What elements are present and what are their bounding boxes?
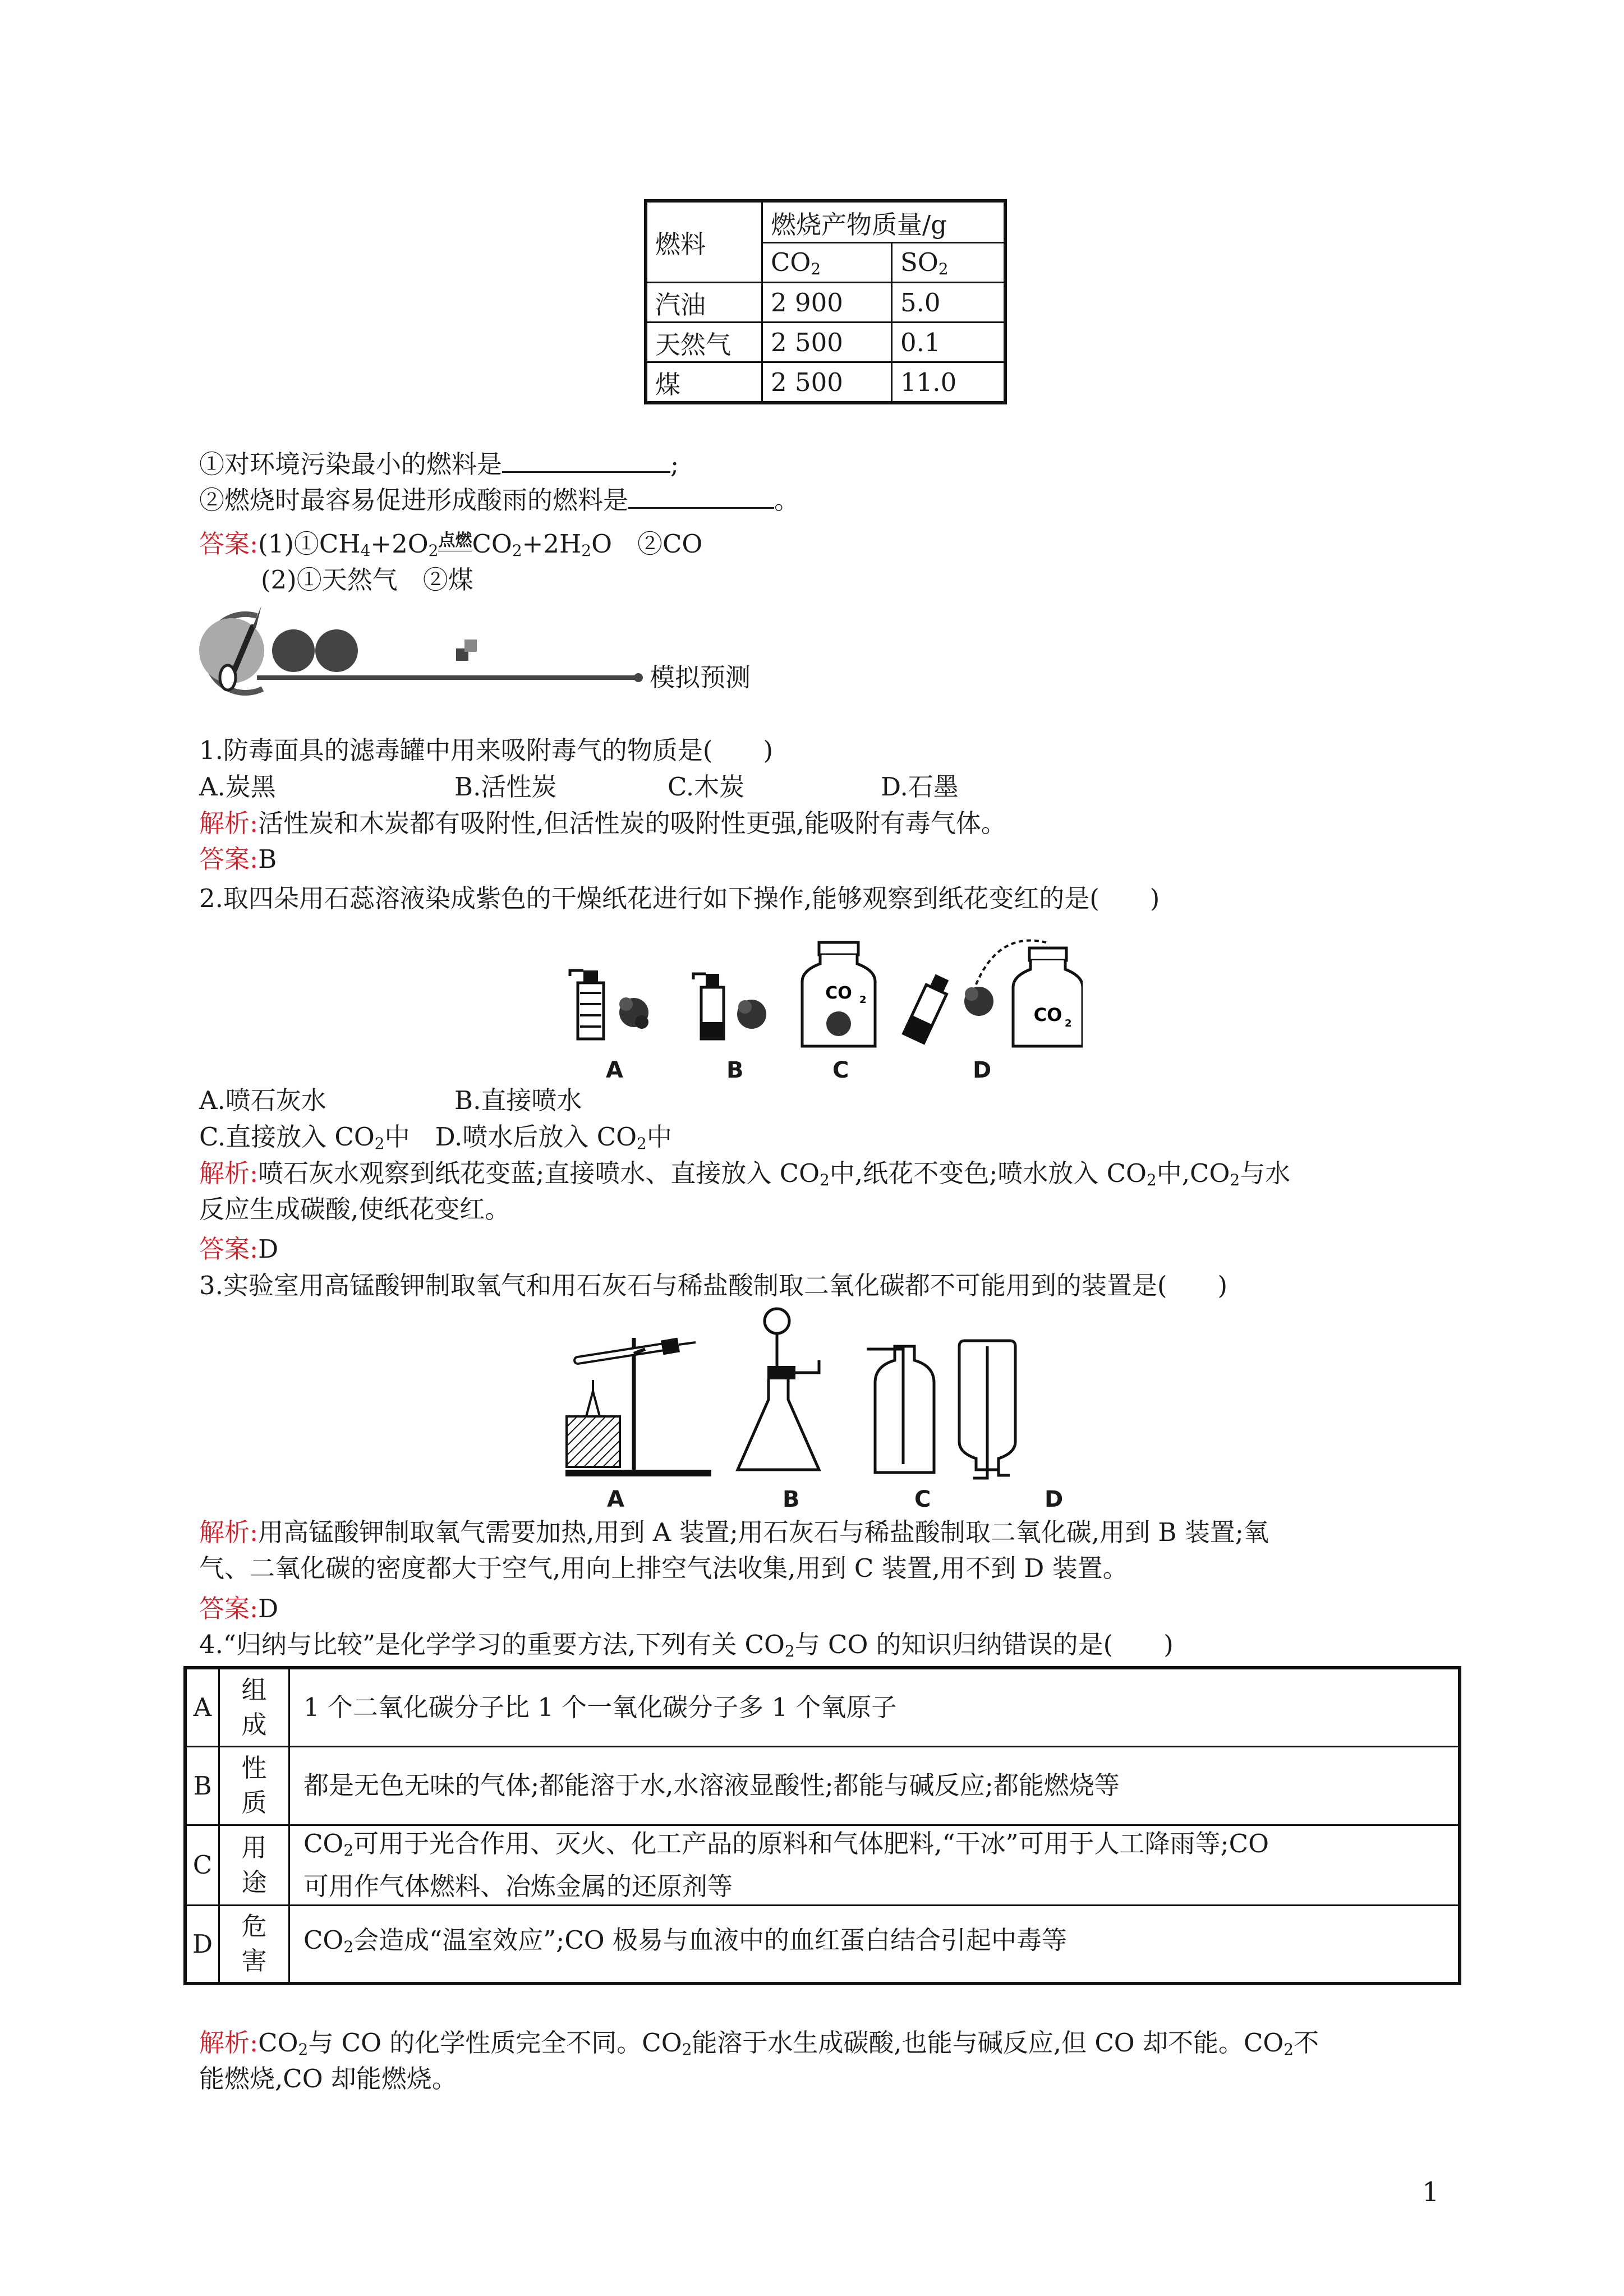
table-row: 汽油 2 900 5.0 xyxy=(646,283,1005,323)
q4-analysis-line2: 能燃烧,CO 却能燃烧。 xyxy=(199,2064,457,2093)
q2-options-row2: C.直接放入 $CO_2$中 D.喷水后放入 $CO_2$中 xyxy=(199,1122,672,1153)
q2-label-d: D xyxy=(973,1057,992,1083)
reaction-condition: 点燃 xyxy=(438,531,472,550)
section-header-graphic xyxy=(190,593,650,700)
table-row: 天然气 2 500 0.1 xyxy=(646,323,1005,362)
q3-label-d: D xyxy=(1045,1487,1064,1512)
q3-analysis-line2: 气、二氧化碳的密度都大于空气,用向上排空气法收集,用到 C 装置,用不到 D 装置。 xyxy=(199,1553,1128,1583)
inverted-bottle-icon xyxy=(959,1341,1015,1478)
decor-circle-2 xyxy=(315,629,358,672)
q1-analysis: 解析:活性炭和木炭都有吸附性,但活性炭的吸附性更强,能吸附有毒气体。 xyxy=(199,808,1006,838)
gas-bottle-icon xyxy=(867,1346,934,1473)
q1-answer: 答案:B xyxy=(199,844,277,874)
q3-label-c: C xyxy=(914,1487,931,1512)
q4-table xyxy=(183,1666,1461,1985)
section-title: 模拟预测 xyxy=(650,662,751,692)
q3-label-b: B xyxy=(783,1487,800,1512)
q2-label-b: B xyxy=(726,1057,744,1083)
conical-flask-icon xyxy=(738,1309,819,1470)
page-number: 1 xyxy=(1422,2177,1439,2208)
table-row: 煤 2 500 11.0 xyxy=(646,362,1005,403)
q2-analysis-line2: 反应生成碳酸,使纸花变红。 xyxy=(199,1194,510,1224)
svg-text:2: 2 xyxy=(1065,1018,1072,1029)
q4-analysis: 解析$:CO_2$与 CO 的化学性质完全不同。$CO_2$能溶于水生成碳酸,也能与碱反应,但 CO 却不能。$CO_2$不 xyxy=(199,2028,1319,2059)
q3-answer: 答案:D xyxy=(199,1594,279,1623)
prev-question-1: ①对环境污染最小的燃料是 ; xyxy=(199,447,679,482)
q2-figure xyxy=(567,920,1083,1105)
q4-stem: 4.“归纳与比较”是化学学习的重要方法,下列有关 $CO_2$与 CO 的知识归纳错误的是( ) xyxy=(199,1630,1174,1660)
gas-bottle-icon xyxy=(1013,948,1083,1046)
q3-figure xyxy=(555,1304,1094,1489)
q2-label-c: C xyxy=(832,1057,849,1083)
table-row: B 性 质 都是无色无味的气体;都能溶于水,水溶液显酸性;都能与碱反应;都能燃烧等 xyxy=(185,1746,1460,1825)
q3-stem: 3.实验室用高锰酸钾制取氧气和用石灰石与稀盐酸制取二氧化碳都不可能用到的装置是( ) xyxy=(199,1271,1228,1300)
col-co2-header: $CO_2$ xyxy=(762,243,892,283)
decor-circle-1 xyxy=(272,629,315,672)
spray-bottle-icon xyxy=(570,970,604,1039)
prev-answer-2: (2)①天然气 ②煤 xyxy=(261,565,473,595)
svg-text:2: 2 xyxy=(859,994,867,1006)
q1-stem: 1.防毒面具的滤毒罐中用来吸附毒气的物质是( ) xyxy=(199,735,774,765)
col-so2-header: $SO_2$ xyxy=(892,243,1006,283)
table-row: D 危 害 $CO_2$会造成“温室效应”;CO 极易与血液中的血红蛋白结合引起中毒等 xyxy=(185,1905,1460,1984)
q2-stem: 2.取四朵用石蕊溶液染成紫色的干燥纸花进行如下操作,能够观察到纸花变红的是( ) xyxy=(199,884,1160,913)
spray-bottle-icon xyxy=(693,974,724,1039)
flower-icon xyxy=(964,987,993,1016)
prev-question-2: ②燃烧时最容易促进形成酸雨的燃料是 。 xyxy=(199,482,799,518)
prev-answer-1: 答案$:(1)①CH_4+2O_2$点燃$CO_2+2H_2O$ ②CO xyxy=(199,529,703,560)
bottle-label: CO xyxy=(825,983,852,1003)
flower-icon xyxy=(737,1000,766,1029)
q2-answer: 答案:D xyxy=(199,1234,279,1264)
q3-analysis: 解析:用高锰酸钾制取氧气需要加热,用到 A 装置;用石灰石与稀盐酸制取二氧化碳,用到 B 装置;氧 xyxy=(199,1517,1269,1547)
flower-icon xyxy=(619,997,648,1029)
col-fuel-header: 燃料 xyxy=(646,201,762,283)
col-mass-header: 燃烧产物质量/g xyxy=(762,201,1006,243)
fuel-table xyxy=(644,199,1007,404)
svg-text:CO: CO xyxy=(1033,1004,1062,1025)
q3-label-a: A xyxy=(607,1487,624,1512)
table-row: A 组 成 1 个二氧化碳分子比 1 个一氧化碳分子多 1 个氧原子 xyxy=(185,1668,1460,1746)
heating-apparatus-icon xyxy=(565,1338,711,1476)
table-row: C 用 途 $CO_2$可用于光合作用、灭火、化工产品的原料和气体肥料,“干冰”可用于人工降雨等;CO 可用作气体燃料、冶炼金属的还原剂等 xyxy=(185,1825,1460,1905)
q2-label-a: A xyxy=(606,1057,623,1083)
spray-bottle-icon xyxy=(904,973,953,1043)
q2-analysis: 解析:喷石灰水观察到纸花变蓝;直接喷水、直接放入 $CO_2$中,纸花不变色;喷水放入 $CO_2$中$,CO_2$与水 xyxy=(199,1158,1291,1189)
